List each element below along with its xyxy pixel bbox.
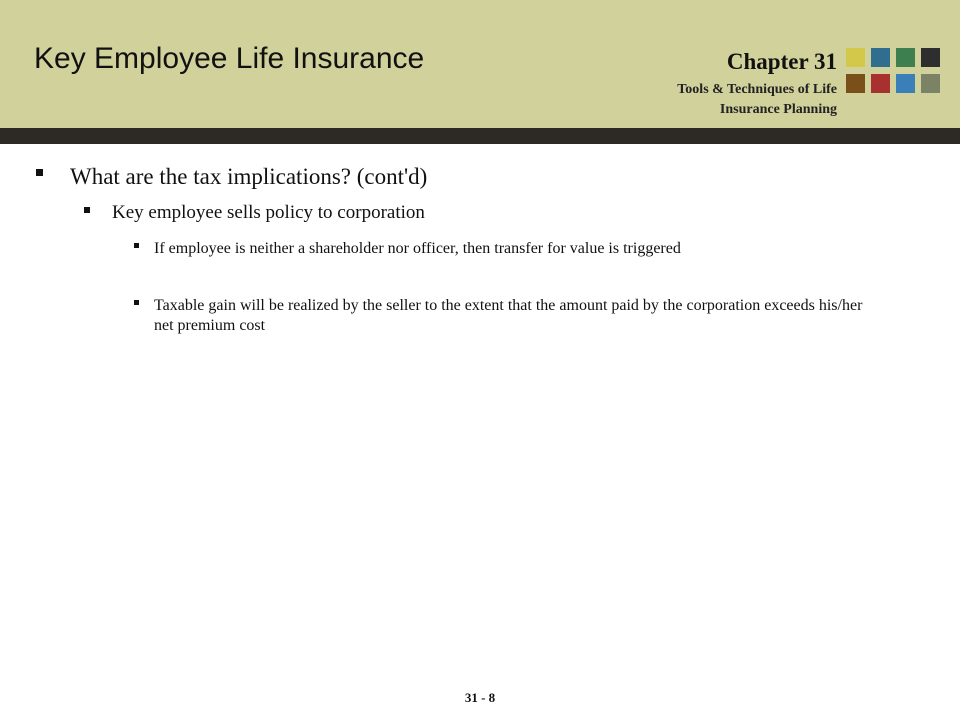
bullet-level1: What are the tax implications? (cont'd) [70,164,428,189]
chapter-subtitle [577,80,837,120]
swatch-bottom-1 [846,74,865,93]
bullet-marker-level1 [36,169,43,176]
swatch-bottom-3 [896,74,915,93]
swatch-top-3 [896,48,915,67]
swatch-top-1 [846,48,865,67]
page-number: 31 - 8 [464,690,496,705]
bullet-level3-item: If employee is neither a shareholder nor officer, then transfer for value is triggered [154,240,681,257]
slide-title: Key Employee Life Insurance [34,42,425,75]
bullet-level2: Key employee sells policy to corporation [112,202,425,223]
swatch-bottom-4 [921,74,940,93]
bullet-marker-level3 [134,243,139,248]
color-swatch-grid [846,48,942,94]
chapter-subtitle-line2: Insurance Planning [719,102,837,117]
swatch-top-4 [921,48,940,67]
chapter-label: Chapter 31 [726,49,837,74]
bullet-marker-level2 [84,207,90,213]
slide-header [0,0,960,128]
swatch-bottom-2 [871,74,890,93]
chapter-subtitle-line1: Tools & Techniques of Life [677,82,837,97]
swatch-top-2 [871,48,890,67]
bullet-marker-level3 [134,300,139,305]
bullet-level3-item: Taxable gain will be realized by the seller to the extent that the amount paid by the corporation exceeds his/her net premium cost [154,297,863,334]
header-divider-bar [0,128,960,144]
